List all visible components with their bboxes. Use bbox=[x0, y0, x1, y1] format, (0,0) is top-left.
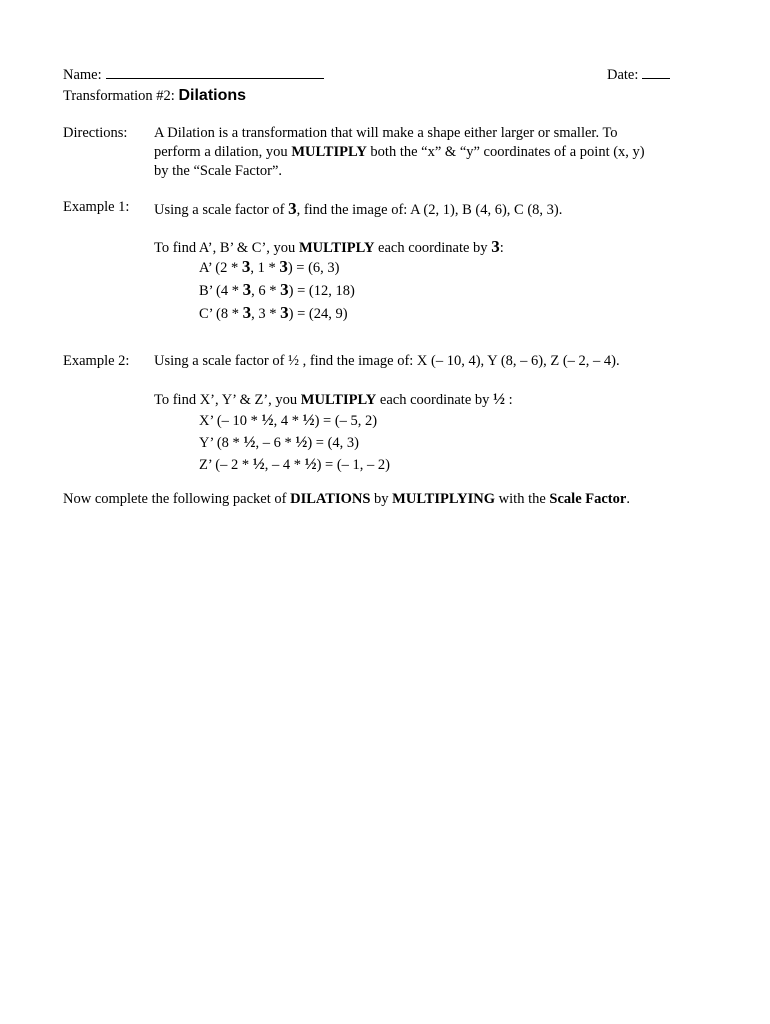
date-row bbox=[607, 66, 670, 85]
sol-factor: ½ bbox=[243, 434, 256, 451]
sol-pre: C’ (8 * bbox=[199, 306, 243, 322]
example2-solutions bbox=[199, 410, 390, 476]
example1-intro-b: , find the image of: A (2, 1), B (4, 6), C (8, 3). bbox=[296, 202, 563, 218]
example1-solution-line bbox=[199, 302, 355, 325]
example2-find-factor: ½ bbox=[493, 391, 506, 408]
directions-line-2-a: perform a dilation, you bbox=[154, 144, 292, 160]
example1-find-c: each coordinate by bbox=[374, 240, 492, 256]
example2-solution-line bbox=[199, 410, 390, 432]
example1-find-factor: 3 bbox=[491, 237, 500, 256]
date-blank-line bbox=[642, 66, 670, 79]
directions-line-3: by the “Scale Factor”. bbox=[154, 163, 283, 179]
directions-label: Directions: bbox=[63, 125, 128, 141]
closing-e: with the bbox=[495, 491, 550, 507]
sol-pre: Z’ (– 2 * bbox=[199, 457, 253, 473]
example1-find bbox=[154, 236, 504, 258]
sol-post: ) = (– 1, – 2) bbox=[316, 457, 390, 473]
example2-label: Example 2: bbox=[63, 353, 130, 369]
sol-mid: , – 4 * bbox=[264, 457, 305, 473]
example1-intro-factor: 3 bbox=[288, 199, 297, 218]
directions-line-1: A Dilation is a transformation that will make a shape either larger or smaller. To bbox=[154, 125, 618, 141]
sol-post: ) = (4, 3) bbox=[307, 435, 359, 451]
sol-factor: ½ bbox=[252, 456, 265, 473]
sol-factor: 3 bbox=[242, 280, 252, 299]
example1-find-a: To find A’, B’ & C’, you bbox=[154, 240, 299, 256]
closing-instruction bbox=[63, 490, 630, 509]
example1-find-bold: MULTIPLY bbox=[298, 240, 375, 256]
closing-bold-multiplying: MULTIPLYING bbox=[392, 491, 496, 507]
name-label: Name: bbox=[63, 67, 102, 83]
example1-label: Example 1: bbox=[63, 199, 130, 215]
name-row bbox=[63, 66, 324, 85]
closing-a: Now complete the following packet of bbox=[63, 491, 291, 507]
sol-pre: B’ (4 * bbox=[199, 283, 243, 299]
title-bold: Dilations bbox=[178, 87, 247, 104]
sol-pre: Y’ (8 * bbox=[199, 435, 244, 451]
example1-solutions bbox=[199, 256, 355, 325]
sol-mid: , 3 * bbox=[251, 306, 281, 322]
closing-bold-dilations: DILATIONS bbox=[290, 491, 371, 507]
sol-post: ) = (6, 3) bbox=[287, 260, 340, 276]
title-prefix: Transformation #2: bbox=[63, 88, 175, 104]
example1-intro bbox=[154, 198, 562, 220]
directions-line-2-bold: MULTIPLY bbox=[291, 144, 367, 160]
example2-find-c: each coordinate by bbox=[376, 392, 494, 408]
closing-c: by bbox=[370, 491, 393, 507]
name-blank-line bbox=[106, 66, 324, 79]
example1-find-end: : bbox=[499, 240, 504, 256]
sol-mid: , 1 * bbox=[250, 260, 280, 276]
sol-post: ) = (– 5, 2) bbox=[314, 413, 378, 429]
sol-factor: 3 bbox=[280, 280, 289, 299]
example2-find-a: To find X’, Y’ & Z’, you bbox=[154, 392, 301, 408]
example2-solution-line bbox=[199, 432, 390, 454]
example1-intro-a: Using a scale factor of bbox=[154, 202, 289, 218]
example2-find-end: : bbox=[505, 392, 513, 408]
example1-solution-line bbox=[199, 256, 355, 279]
sol-pre: A’ (2 * bbox=[199, 260, 242, 276]
sol-factor: 3 bbox=[279, 257, 288, 276]
example2-intro: Using a scale factor of ½ , find the image of: X (– 10, 4), Y (8, – 6), Z (– 2, – 4). bbox=[154, 353, 620, 369]
sol-pre: X’ (– 10 * bbox=[199, 413, 262, 429]
directions-text bbox=[154, 124, 645, 181]
sol-post: ) = (12, 18) bbox=[288, 283, 355, 299]
example2-find bbox=[154, 390, 513, 411]
example1-solution-line bbox=[199, 279, 355, 302]
closing-g: . bbox=[626, 491, 630, 507]
sol-factor: 3 bbox=[280, 303, 289, 322]
sol-mid: , 4 * bbox=[273, 413, 303, 429]
sol-factor: 3 bbox=[241, 257, 251, 276]
example2-find-bold: MULTIPLY bbox=[300, 392, 377, 408]
sol-factor: ½ bbox=[302, 412, 315, 429]
example2-solution-line bbox=[199, 454, 390, 476]
page-title bbox=[63, 86, 246, 107]
directions-line-2 bbox=[154, 143, 645, 162]
sol-factor: ½ bbox=[261, 412, 274, 429]
directions-line-2-c: both the “x” & “y” coordinates of a point (x, y) bbox=[366, 144, 645, 160]
sol-mid: , – 6 * bbox=[255, 435, 296, 451]
sol-mid: , 6 * bbox=[251, 283, 281, 299]
sol-factor: 3 bbox=[242, 303, 252, 322]
sol-post: ) = (24, 9) bbox=[288, 306, 348, 322]
closing-bold-scale-factor: Scale Factor bbox=[549, 491, 627, 507]
date-label: Date: bbox=[607, 67, 639, 83]
sol-factor: ½ bbox=[304, 456, 317, 473]
sol-factor: ½ bbox=[295, 434, 308, 451]
